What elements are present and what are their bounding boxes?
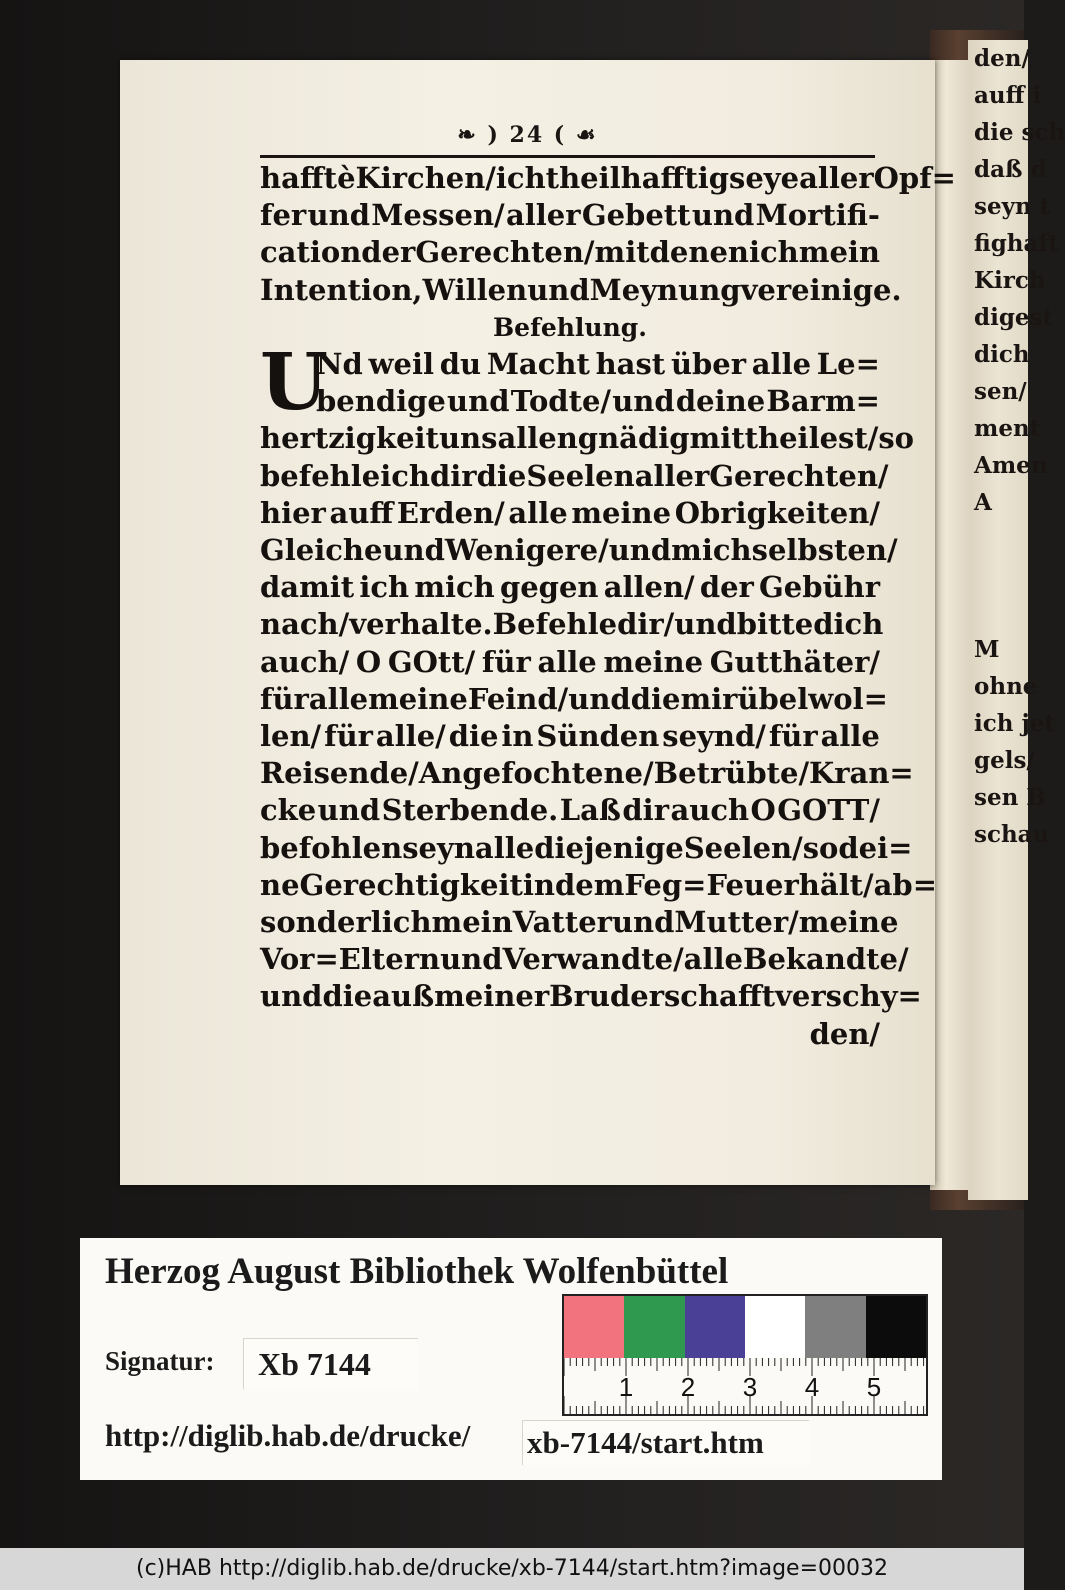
color-swatch <box>745 1296 805 1358</box>
color-swatch <box>685 1296 745 1358</box>
next-page-edge <box>968 40 1065 1200</box>
next-page-fragment: fighaft <box>974 230 1059 257</box>
scale-ruler <box>562 1358 928 1416</box>
text-line: cke und Sterbende. Laß dir auch O GOTT/ <box>260 793 880 828</box>
next-page-fragment: A <box>974 489 992 516</box>
color-chart <box>562 1294 928 1360</box>
color-swatch <box>805 1296 865 1358</box>
signature-value: Xb 7144 <box>243 1338 418 1389</box>
url-suffix: xb-7144/start.htm <box>522 1420 809 1465</box>
page-header: ❧ ) 24 ( ☙ <box>457 122 598 148</box>
text-line: cation der Gerechten/ mit denen ich mein <box>260 235 881 270</box>
dropcap-letter: U <box>260 337 329 429</box>
text-line: len/ für alle/ die in Sünden seynd/ für alle <box>260 719 880 754</box>
next-page-fragment: schau <box>974 821 1050 848</box>
color-swatch <box>624 1296 684 1358</box>
text-line: befehle ich dir die Seelen aller Gerechten/ <box>260 458 889 493</box>
next-page-fragment: ich jet <box>974 710 1056 737</box>
text-line: fer und Messen/ aller Gebett und Mortifi- <box>260 198 880 233</box>
ruler-number: 1 <box>618 1372 634 1402</box>
text-line: Vor=Eltern und Verwandte/ alle Bekandte/ <box>260 942 909 977</box>
next-page-fragment: sen/ <box>974 378 1027 405</box>
text-line: Reisende/ Angefochtene/ Betrübte/ Kran= <box>260 756 914 791</box>
next-page-fragment: ment <box>974 415 1041 442</box>
dropcap-block <box>260 337 880 429</box>
next-page-fragment: dich <box>974 341 1030 368</box>
ruler-number: 4 <box>804 1372 820 1402</box>
text-line: für alle meine Feind/ und die mir übel wol= <box>260 681 888 716</box>
color-swatch <box>564 1296 624 1358</box>
text-line: Nd weil du Macht hast über alle Le= <box>316 347 880 382</box>
text-line: hier auff Erden/ alle meine Obrigkeiten/ <box>260 495 880 530</box>
next-page-fragment: Amen <box>974 452 1048 479</box>
text-line: sonderlich mein Vatter und Mutter/ meine <box>260 905 899 940</box>
text-line: Intention, Willen und Meynung vereinige. <box>260 272 902 307</box>
next-page-fragment: die sch <box>974 119 1065 146</box>
next-page-fragment: seyn t <box>974 193 1051 220</box>
next-page-fragment: ohne <box>974 673 1038 700</box>
header-rule <box>260 155 875 158</box>
next-page-fragment: sen B <box>974 784 1046 811</box>
copyright-footer: (c)HAB http://diglib.hab.de/drucke/xb-7144/start.htm?image=00032 <box>0 1548 1024 1590</box>
text-line: Gleiche und Wenigere/ und mich selbsten/ <box>260 533 898 568</box>
book-page <box>120 60 956 1185</box>
next-page-fragment: den/ <box>974 45 1030 72</box>
library-name: Herzog August Bibliothek Wolfenbüttel <box>105 1251 729 1292</box>
section-heading: Befehlung. <box>493 312 647 342</box>
ruler-number: 5 <box>866 1372 882 1402</box>
catchword: den/ <box>809 1016 880 1051</box>
next-page-fragment: digest <box>974 304 1054 331</box>
next-page-fragment: daß d <box>974 156 1047 183</box>
ruler-number: 3 <box>742 1372 758 1402</box>
text-line: ne Gerechtigkeit in dem Feg=Feuer hält/ ab= <box>260 867 937 902</box>
next-page-fragment: gels/ <box>974 747 1035 774</box>
next-page-fragment: M <box>974 636 1000 663</box>
text-line: auch/ O GOtt/ für alle meine Gutthäter/ <box>260 644 880 679</box>
text-line: nach/ verhalte. Befehle dir/ und bitte dich <box>260 607 884 642</box>
ruler-number: 2 <box>680 1372 696 1402</box>
next-page-fragment: auff i <box>974 82 1042 109</box>
text-line: befohlen seyn alle die jenige Seelen/ so dei= <box>260 830 913 865</box>
text-line: hertzigkeit uns allen gnädig mittheilest/ so <box>260 421 915 456</box>
text-line: bendige und Todte/ und deine Barm= <box>316 384 880 419</box>
text-line: damit ich mich gegen allen/ der Gebühr <box>260 570 880 605</box>
signature-label: Signatur: <box>105 1346 215 1376</box>
page-text <box>260 160 956 1053</box>
text-line: und die auß meiner Bruderschafft verschy= <box>260 979 922 1014</box>
text-line: hafftè Kirchen/ ich theilhafftig seye aller Opf= <box>260 161 956 195</box>
page-gutter <box>930 60 970 1190</box>
color-swatch <box>866 1296 926 1358</box>
library-card <box>80 1238 942 1480</box>
next-page-fragment: Kirch <box>974 267 1046 294</box>
url-prefix: http://diglib.hab.de/drucke/ <box>105 1418 471 1453</box>
